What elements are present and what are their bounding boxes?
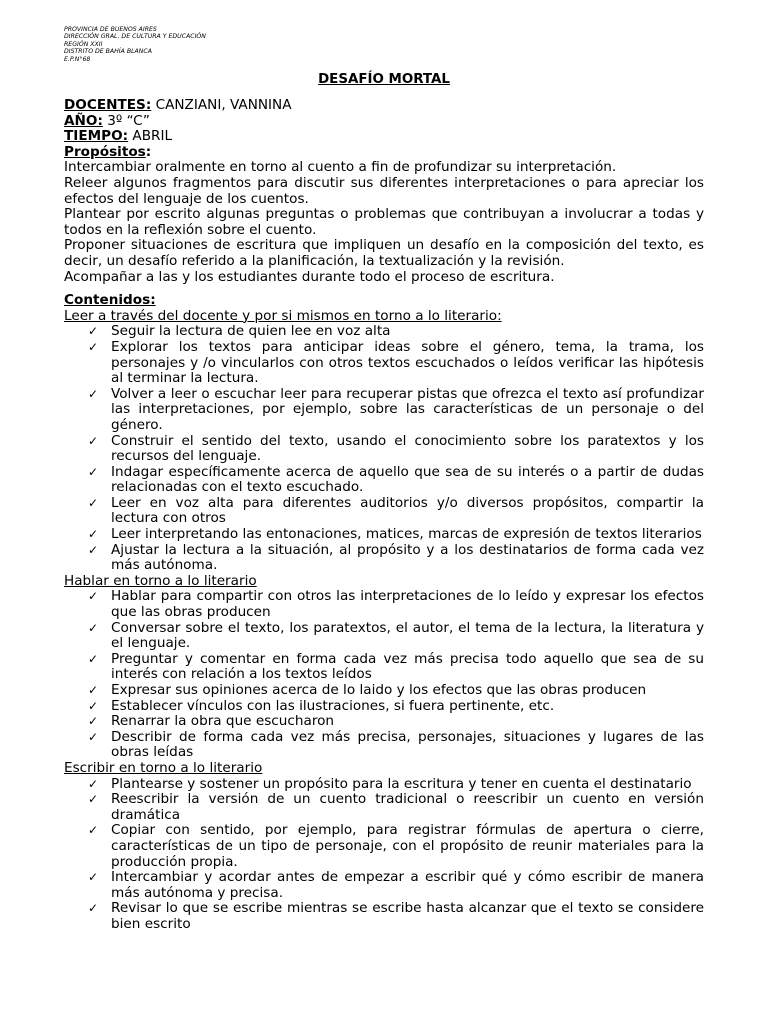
list-item bbox=[64, 792, 704, 823]
propositos-list bbox=[64, 160, 704, 285]
list-item bbox=[64, 340, 704, 387]
document-page bbox=[64, 26, 704, 933]
checklist-leer bbox=[64, 324, 704, 574]
check-icon: ✓ bbox=[88, 698, 99, 713]
check-icon: ✓ bbox=[88, 901, 99, 916]
list-item bbox=[64, 589, 704, 620]
proposito-paragraph: Releer algunos fragmentos para discutir sus diferentes interpretaciones o para apreciar los efectos del lenguaje de los cuentos. bbox=[64, 175, 704, 207]
list-item bbox=[64, 434, 704, 465]
contenidos-heading: Contenidos: bbox=[64, 292, 156, 309]
check-icon: ✓ bbox=[88, 433, 99, 448]
docentes-value: CANZIANI, VANNINA bbox=[151, 97, 292, 114]
list-item-text: Volver a leer o escuchar leer para recuperar pistas que ofrezca el texto así profundizar las interpretaciones, por ejemplo, sobre las características de un personaje o del género. bbox=[111, 385, 704, 433]
check-icon: ✓ bbox=[88, 324, 99, 339]
check-icon: ✓ bbox=[88, 683, 99, 697]
check-icon: ✓ bbox=[88, 620, 99, 635]
list-item bbox=[64, 387, 704, 434]
list-item-text: Hablar para compartir con otros las interpretaciones de lo leído y expresar los efectos que las obras producen bbox=[111, 588, 704, 621]
header-line: REGIÓN XXII bbox=[64, 40, 103, 48]
check-icon: ✓ bbox=[88, 386, 99, 401]
check-icon: ✓ bbox=[88, 339, 99, 354]
list-item bbox=[64, 730, 704, 761]
list-item-text: Establecer vínculos con las ilustraciones, si fuera pertinente, etc. bbox=[111, 697, 555, 714]
list-item-text: Explorar los textos para anticipar ideas sobre el género, tema, la trama, los personajes y /o vincularlos con otros textos escuchados o leídos verificar las hipótesis al terminar la lectura. bbox=[111, 338, 704, 387]
institution-header bbox=[64, 26, 704, 63]
list-item-text: Preguntar y comentar en forma cada vez más precisa todo aquello que sea de su interés con relación a los textos leídos bbox=[111, 650, 704, 683]
anio-value: 3º “C” bbox=[102, 112, 150, 129]
list-item-text: Leer en voz alta para diferentes auditorios y/o diversos propósitos, compartir la lectura con otros bbox=[111, 494, 704, 527]
section-heading-hablar: Hablar en torno a lo literario bbox=[64, 572, 257, 589]
list-item bbox=[64, 652, 704, 683]
check-icon: ✓ bbox=[88, 792, 99, 807]
section-heading-leer: Leer a través del docente y por si mismos en torno a lo literario: bbox=[64, 307, 502, 324]
proposito-paragraph: Proponer situaciones de escritura que impliquen un desafío en la composición del texto, es decir, un desafío referido a la planificación, la textualización y la revisión. bbox=[64, 237, 704, 269]
tiempo-line bbox=[64, 129, 704, 145]
list-item bbox=[64, 714, 704, 730]
header-line: E.P.N°68 bbox=[64, 55, 91, 63]
check-icon: ✓ bbox=[88, 542, 99, 557]
list-item bbox=[64, 699, 704, 715]
tiempo-value: ABRIL bbox=[128, 128, 173, 145]
list-item bbox=[64, 870, 704, 901]
check-icon: ✓ bbox=[88, 823, 99, 838]
check-icon: ✓ bbox=[88, 495, 99, 510]
list-item-text: Plantearse y sostener un propósito para la escritura y tener en cuenta el destinatario bbox=[111, 775, 692, 792]
check-icon: ✓ bbox=[88, 870, 99, 885]
document-title: DESAFÍO MORTAL bbox=[318, 72, 450, 88]
list-item bbox=[64, 777, 704, 793]
check-icon: ✓ bbox=[88, 464, 99, 479]
list-item bbox=[64, 823, 704, 870]
propositos-label: Propósitos bbox=[64, 143, 146, 160]
check-icon: ✓ bbox=[88, 651, 99, 666]
list-item bbox=[64, 901, 704, 932]
propositos-colon: : bbox=[145, 143, 152, 160]
proposito-paragraph: Intercambiar oralmente en torno al cuento a fin de profundizar su interpretación. bbox=[64, 159, 617, 176]
checklist-hablar bbox=[64, 589, 704, 761]
header-line: DISTRITO DE BAHÍA BLANCA bbox=[64, 48, 152, 56]
list-item bbox=[64, 496, 704, 527]
list-item-text: Leer interpretando las entonaciones, matices, marcas de expresión de textos literarios bbox=[111, 526, 702, 543]
tiempo-label: TIEMPO: bbox=[64, 128, 129, 145]
list-item-text: Revisar lo que se escribe mientras se escribe hasta alcanzar que el texto se considere bien escrito bbox=[111, 900, 704, 932]
proposito-paragraph: Acompañar a las y los estudiantes durante todo el proceso de escritura. bbox=[64, 268, 555, 285]
check-icon: ✓ bbox=[88, 729, 99, 744]
list-item bbox=[64, 621, 704, 652]
list-item-text: Copiar con sentido, por ejemplo, para registrar fórmulas de apertura o cierre, características de un tipo de personaje, con el propósito de reunir materiales para la producción propia. bbox=[111, 822, 704, 870]
check-icon: ✓ bbox=[88, 776, 99, 791]
check-icon: ✓ bbox=[88, 714, 99, 729]
list-item bbox=[64, 683, 704, 699]
list-item-text: Intercambiar y acordar antes de empezar a escribir qué y cómo escribir de manera más autónoma y precisa. bbox=[111, 869, 704, 901]
list-item-text: Describir de forma cada vez más precisa, personajes, situaciones y lugares de las obras leídas bbox=[111, 728, 704, 761]
list-item bbox=[64, 465, 704, 496]
list-item-text: Construir el sentido del texto, usando el conocimiento sobre los paratextos y los recursos del lenguaje. bbox=[111, 432, 704, 465]
list-item-text: Reescribir la versión de un cuento tradicional o reescribir un cuento en versión dramática bbox=[111, 791, 704, 823]
docentes-label: DOCENTES: bbox=[64, 97, 152, 114]
docentes-line bbox=[64, 98, 704, 114]
check-icon: ✓ bbox=[88, 589, 99, 604]
propositos-heading bbox=[64, 145, 704, 161]
check-icon: ✓ bbox=[88, 527, 99, 542]
anio-label: AÑO: bbox=[64, 112, 103, 129]
list-item bbox=[64, 543, 704, 574]
anio-line bbox=[64, 114, 704, 130]
list-item bbox=[64, 527, 704, 543]
list-item-text: Renarrar la obra que escucharon bbox=[111, 713, 335, 730]
header-line: DIRECCIÓN GRAL. DE CULTURA Y EDUCACIÓN bbox=[64, 33, 206, 41]
header-line: PROVINCIA DE BUENOS AIRES bbox=[64, 26, 157, 33]
list-item bbox=[64, 324, 704, 340]
section-heading-escribir: Escribir en torno a lo literario bbox=[64, 759, 263, 776]
list-item-text: Indagar específicamente acerca de aquello que sea de su interés o a partir de dudas relacionadas con el texto escuchado. bbox=[111, 463, 704, 496]
list-item-text: Conversar sobre el texto, los paratextos, el autor, el tema de la lectura, la literatura y el lenguaje. bbox=[111, 619, 704, 652]
list-item-text: Ajustar la lectura a la situación, al propósito y a los destinatarios de forma cada vez más autónoma. bbox=[111, 541, 704, 574]
checklist-escribir bbox=[64, 777, 704, 933]
proposito-paragraph: Plantear por escrito algunas preguntas o problemas que contribuyan a involucrar a todas y todos en la reflexión sobre el cuento. bbox=[64, 206, 704, 238]
list-item-text: Seguir la lectura de quien lee en voz alta bbox=[111, 323, 391, 340]
list-item-text: Expresar sus opiniones acerca de lo laido y los efectos que las obras producen bbox=[111, 682, 647, 698]
